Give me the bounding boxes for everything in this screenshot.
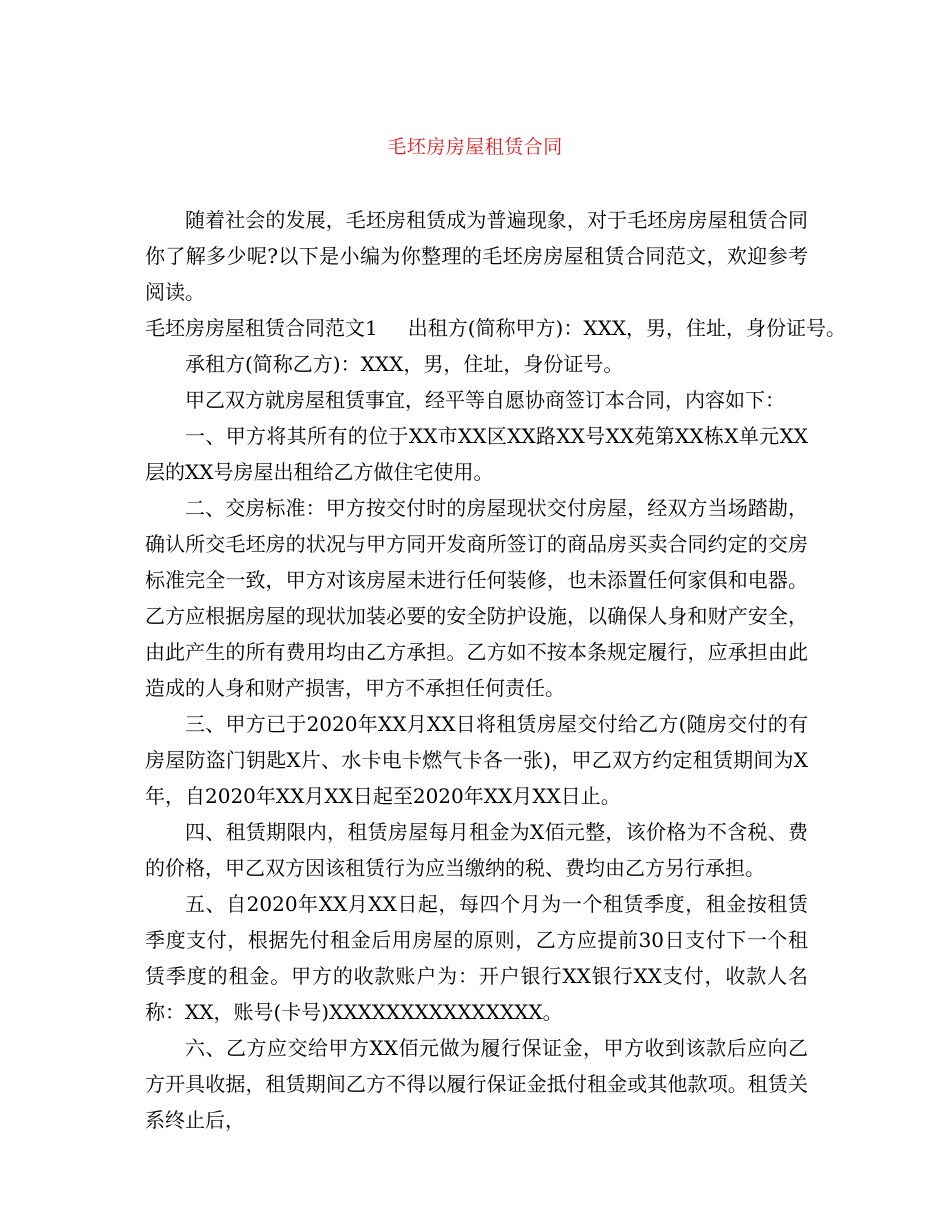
clause-paragraph: 六、乙方应交给甲方XX佰元做为履行保证金，甲方收到该款后应向乙方开具收据，租赁期间乙方不得以履行保证金抵付租金或其他款项。租赁关系终止后， [145, 1036, 808, 1132]
clause-paragraph: 三、甲方已于2020年XX月XX日将租赁房屋交付给乙方(随房交付的有房屋防盗门钥匙X片、水卡电卡燃气卡各一张)，甲乙双方约定租赁期间为X年，自2020年XX月XX日起至2020年XX月XX日止。 [145, 712, 808, 808]
clause-paragraph: 五、自2020年XX月XX日起，每四个月为一个租赁季度，租金按租赁季度支付，根据先付租金后用房屋的原则，乙方应提前30日支付下一个租赁季度的租金。甲方的收款账户为：开户银行XX银行XX支付，收款人名称：XX，账号(卡号)XXXXXXXXXXXXXXX。 [145, 892, 808, 1024]
clause-paragraph: 一、甲方将其所有的位于XX市XX区XX路XX号XX苑第XX栋X单元XX层的XX号房屋出租给乙方做住宅使用。 [145, 424, 808, 484]
lessor-paragraph: 出租方(简称甲方)：XXX，男，住址，身份证号。 [407, 316, 847, 340]
document-title: 毛坯房房屋租赁合同 [387, 136, 563, 158]
clause-paragraph: 二、交房标准：甲方按交付时的房屋现状交付房屋，经双方当场踏勘，确认所交毛坯房的状况与甲方同开发商所签订的商品房买卖合同约定的交房标准完全一致，甲方对该房屋未进行任何装修，也未添置任何家俱和电器。乙方应根据房屋的现状加装必要的安全防护设施，以确保人身和财产安全，由此产生的所有费用均由乙方承担。乙方如不按本条规定履行，应承担由此造成的人身和财产损害，甲方不承担任何责任。 [145, 496, 808, 700]
intro-paragraph: 随着社会的发展，毛坯房租赁成为普遍现象，对于毛坯房房屋租赁合同你了解多少呢?以下是小编为你整理的毛坯房房屋租赁合同范文，欢迎参考阅读。 [145, 208, 808, 304]
document-body [145, 202, 847, 1138]
preamble-paragraph: 甲乙双方就房屋租赁事宜，经平等自愿协商签订本合同，内容如下： [185, 388, 785, 412]
lessee-paragraph: 承租方(简称乙方)：XXX，男，住址，身份证号。 [185, 352, 624, 376]
clause-paragraph: 四、租赁期限内，租赁房屋每月租金为X佰元整，该价格为不含税、费的价格，甲乙双方因该租赁行为应当缴纳的税、费均由乙方另行承担。 [145, 820, 808, 880]
sample-heading: 毛坯房房屋租赁合同范文1 [145, 316, 378, 340]
sample-heading-line [145, 310, 847, 346]
